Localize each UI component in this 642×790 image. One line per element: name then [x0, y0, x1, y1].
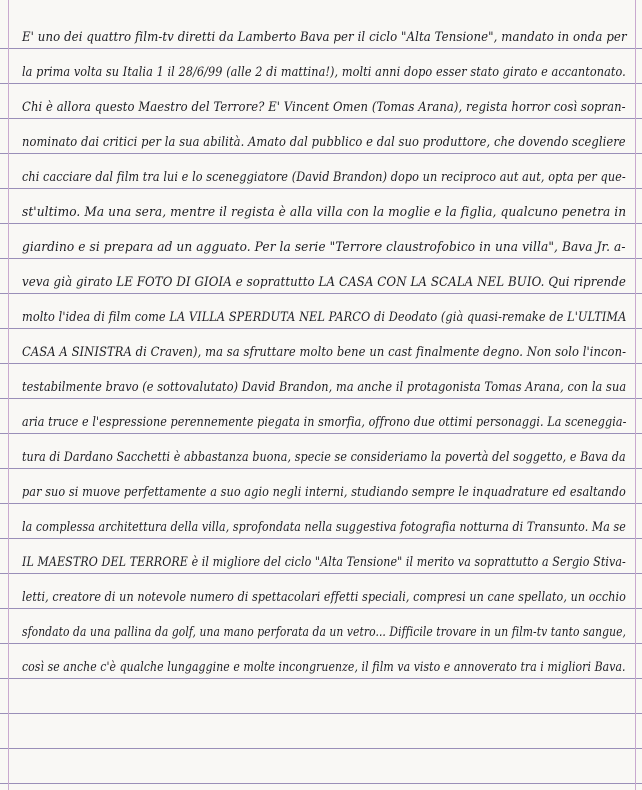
text-line-content: IL MAESTRO DEL TERRORE è il migliore del ciclo "Alta Tensione" il merito va soprattutto a Sergio Stiva- [22, 555, 626, 570]
text-line-content: st'ultimo. Ma una sera, mentre il regista è alla villa con la moglie e la figlia, qualcuno penetra in [22, 205, 627, 220]
text-line [22, 609, 634, 644]
text-line [22, 504, 634, 539]
text-line-content: tura di Dardano Sacchetti è abbastanza buona, specie se consideriamo la povertà del soggetto, e Bava da [22, 450, 626, 465]
text-line-content: letti, creatore di un notevole numero di spettacolari effetti speciali, compresi un cane spellato, un occhio [22, 590, 626, 605]
text-line [22, 399, 634, 434]
left-margin-line [8, 0, 9, 790]
text-line-content: CASA A SINISTRA di Craven), ma sa sfruttare molto bene un cast finalmente degno. Non solo l'incon- [22, 345, 627, 360]
handwritten-text [22, 0, 634, 679]
text-line [22, 154, 634, 189]
text-line [22, 434, 634, 469]
text-line-content: Chi è allora questo Maestro del Terrore? E' Vincent Omen (Tomas Arana), regista horror così sopran- [22, 100, 626, 115]
text-line [22, 189, 634, 224]
text-line-content: molto l'idea di film come LA VILLA SPERDUTA NEL PARCO di Deodato (già quasi-remake de L'ULTIMA [22, 310, 627, 325]
text-line [22, 644, 634, 679]
text-line [22, 259, 634, 294]
text-line [22, 294, 634, 329]
right-margin-line [635, 0, 636, 790]
text-line-content: la prima volta su Italia 1 il 28/6/99 (alle 2 di mattina!), molti anni dopo esser stato girato e accantonato. [22, 65, 626, 80]
text-line-content: la complessa architettura della villa, sprofondata nella suggestiva fotografia notturna di Transunto. Ma se [22, 520, 626, 535]
text-line [22, 0, 634, 49]
text-line-content: veva già girato LE FOTO DI GIOIA e soprattutto LA CASA CON LA SCALA NEL BUIO. Qui riprende [22, 275, 626, 290]
text-line [22, 49, 634, 84]
text-line [22, 469, 634, 504]
text-line-content: nominato dai critici per la sua abilità. Amato dal pubblico e dal suo produttore, che dovendo scegliere [22, 135, 626, 150]
text-line [22, 84, 634, 119]
text-line [22, 329, 634, 364]
text-line-content: par suo si muove perfettamente a suo agio negli interni, studiando sempre le inquadrature ed esaltando [22, 485, 626, 500]
text-line [22, 224, 634, 259]
text-line [22, 574, 634, 609]
text-line [22, 364, 634, 399]
text-line-content: così se anche c'è qualche lungaggine e molte incongruenze, il film va visto e annoverato tra i migliori Bava. [22, 660, 626, 675]
text-line [22, 119, 634, 154]
text-line-content: testabilmente bravo (e sottovalutato) David Brandon, ma anche il protagonista Tomas Arana, con la sua [22, 380, 627, 395]
text-line [22, 539, 634, 574]
text-line-content: chi cacciare dal film tra lui e lo sceneggiatore (David Brandon) dopo un reciproco aut aut, opta per que- [22, 170, 626, 185]
text-line-content: sfondato da una pallina da golf, una mano perforata da un vetro... Difficile trovare in un film-tv tanto sangue, [22, 625, 627, 640]
text-line-content: aria truce e l'espressione perennemente piegata in smorfia, offrono due ottimi personaggi. La sceneggia- [22, 415, 627, 430]
text-line-content: giardino e si prepara ad un agguato. Per la serie "Terrore claustrofobico in una villa", Bava Jr. a- [22, 240, 626, 255]
text-line-content: E' uno dei quattro film-tv diretti da Lamberto Bava per il ciclo "Alta Tensione", mandato in onda per [22, 30, 627, 45]
